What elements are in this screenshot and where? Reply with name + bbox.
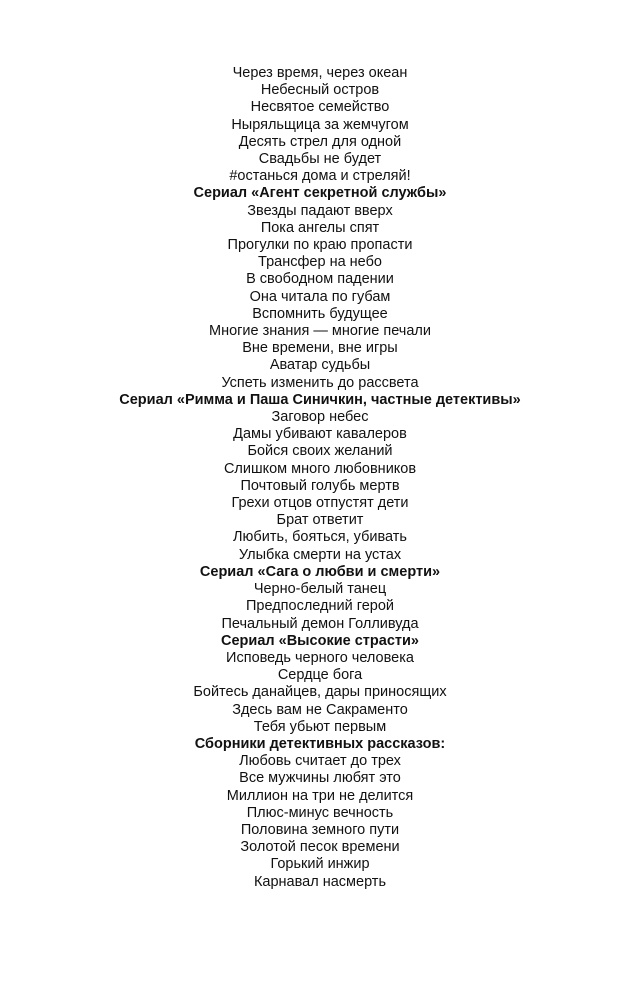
book-title: Половина земного пути <box>240 821 400 838</box>
series-heading: Сериал «Римма и Паша Синичкин, частные детективы» <box>119 391 521 408</box>
book-title: Бойся своих желаний <box>247 443 393 460</box>
book-title: Здесь вам не Сакраменто <box>232 701 408 718</box>
book-list <box>0 65 640 891</box>
book-title: Слишком много любовников <box>223 460 417 477</box>
book-title: Аватар судьбы <box>269 357 371 374</box>
book-title: Все мужчины любят это <box>239 770 401 787</box>
book-title: Миллион на три не делится <box>226 787 414 804</box>
book-list-page <box>0 65 640 891</box>
book-title: Любовь считает до трех <box>239 753 401 770</box>
series-heading: Сборники детективных рассказов: <box>194 735 446 752</box>
book-title: Черно-белый танец <box>253 581 387 598</box>
book-title: Она читала по губам <box>249 288 391 305</box>
series-heading: Сериал «Сага о любви и смерти» <box>199 563 441 580</box>
book-title: Почтовый голубь мертв <box>240 477 400 494</box>
book-title: Пока ангелы спят <box>260 219 380 236</box>
book-title: Грехи отцов отпустят дети <box>231 495 409 512</box>
book-title: Плюс-минус вечность <box>246 804 394 821</box>
book-title: Десять стрел для одной <box>238 133 402 150</box>
book-title: В свободном падении <box>246 271 394 288</box>
book-title: Многие знания — многие печали <box>208 323 431 340</box>
book-title: Вспомнить будущее <box>252 305 388 322</box>
book-title: Ныряльщица за жемчугом <box>231 116 409 133</box>
book-title: Звезды падают вверх <box>247 202 393 219</box>
series-heading: Сериал «Высокие страсти» <box>221 632 419 649</box>
book-title: Через время, через океан <box>232 65 408 81</box>
book-title: Золотой песок времени <box>240 839 400 856</box>
book-title: Трансфер на небо <box>258 254 382 271</box>
book-title: Любить, бояться, убивать <box>233 529 407 546</box>
book-title: Предпоследний герой <box>245 598 395 615</box>
book-title: Карнавал насмерть <box>253 873 387 890</box>
book-title: Вне времени, вне игры <box>242 340 398 357</box>
book-title: #останься дома и стреляй! <box>229 168 411 185</box>
book-title: Заговор небес <box>271 409 369 426</box>
book-title: Горький инжир <box>270 856 370 873</box>
book-title: Успеть изменить до рассвета <box>221 374 419 391</box>
book-title: Несвятое семейство <box>250 99 390 116</box>
book-title: Прогулки по краю пропасти <box>227 237 413 254</box>
book-title: Улыбка смерти на устах <box>238 546 402 563</box>
book-title: Печальный демон Голливуда <box>221 615 419 632</box>
book-title: Небесный остров <box>260 82 380 99</box>
series-heading: Сериал «Агент секретной службы» <box>193 185 447 202</box>
book-title: Свадьбы не будет <box>258 151 382 168</box>
book-title: Бойтесь данайцев, дары приносящих <box>193 684 447 701</box>
book-title: Тебя убьют первым <box>253 718 387 735</box>
book-title: Исповедь черного человека <box>226 649 414 666</box>
book-title: Брат ответит <box>276 512 364 529</box>
book-title: Сердце бога <box>277 667 363 684</box>
book-title: Дамы убивают кавалеров <box>233 426 407 443</box>
